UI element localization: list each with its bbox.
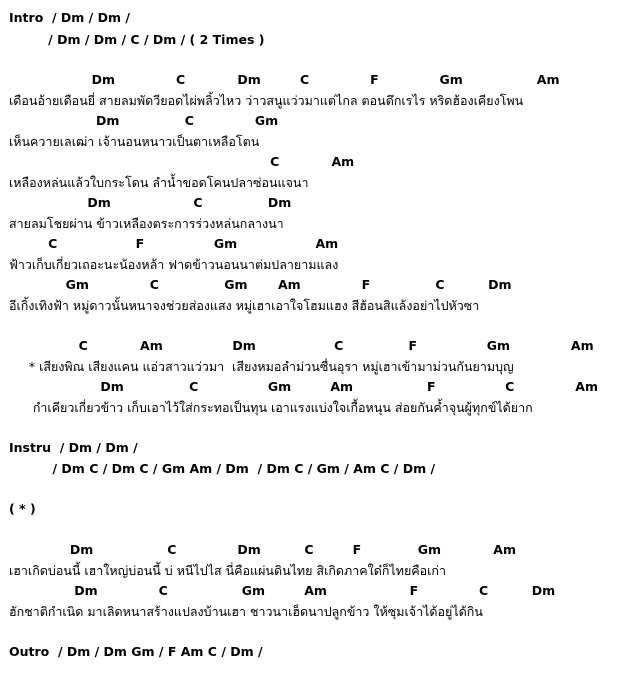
lyric-line: เฮาเกิดบ่อนนี้ เฮาใหญ่บ่อนนี้ บ่ หนีไปไส นี่คือแผ่นดินไทย สิเกิดภาคใด๋ก็ไทยคือเก่า bbox=[9, 563, 447, 578]
instru-line-2: / Dm C / Dm C / Gm Am / Dm / Dm C / Gm / Am C / Dm / bbox=[9, 461, 436, 476]
lyric-line: ฟ้าวเก็บเกี่ยวเถอะนะน้องหล้า ฟาดข้าวนอนนาต่มปลายามแลง bbox=[9, 257, 339, 272]
lyric-line: เหลืองหล่นแล้วใบกระโดน ลำน้ำขอดโคนปลาซ่อนแจนา bbox=[9, 175, 309, 190]
chord-line: C Am bbox=[9, 154, 355, 169]
chord-line: Dm C Dm bbox=[9, 195, 292, 210]
chorus-repeat-marker: ( * ) bbox=[9, 501, 36, 516]
chorus-chord-line: Dm C Gm Am F C Am bbox=[9, 379, 598, 394]
intro-line-1: Intro / Dm / Dm / bbox=[9, 10, 130, 25]
lyric-line: ฮักชาติกำเนิด มาเลิดหนาสร้างแปลงบ้านเฮา ชาวนาเฮ็ดนาปลูกข้าว ให้ซุมเจ้าได้อยู่ได้กิน bbox=[9, 604, 483, 619]
outro-line: Outro / Dm / Dm Gm / F Am C / Dm / bbox=[9, 644, 263, 659]
lyric-line: เดือนอ้ายเดือนยี่ สายลมพัดวียอดไผ่พลิ้วไหว ว่าวสนูแว่วมาแต่ไกล ตอนดึกเรไร หริดฮ้องเคียงโพน bbox=[9, 93, 524, 108]
lyric-line: อีเกิ้งเทิงฟ้า หมู่ดาวนั้นหนาจงช่วยส่องแสง หมู่เฮาเอาใจโฮมแฮง สีฮ้อนสิแล้งอย่าไปหัวซา bbox=[9, 298, 480, 313]
chord-line: Dm C Gm Am F C Dm bbox=[9, 583, 556, 598]
chord-line: Dm C Dm C F Gm Am bbox=[9, 72, 560, 87]
lyric-line: สายลมโชยผ่าน ข้าวเหลืองตระการร่วงหล่นกลางนา bbox=[9, 216, 284, 231]
chorus-lyric-line: กำเคียวเกี่ยวข้าว เก็บเอาไว้ใส่กระทอเป็นทุน เอาแรงแบ่งใจเกื้อหนุน ส่อยกันค้ำจุนผู้ทุกข์ได้ยาก bbox=[9, 400, 533, 415]
chorus-chord-line: C Am Dm C F Gm Am bbox=[9, 338, 594, 353]
intro-line-2: / Dm / Dm / C / Dm / ( 2 Times ) bbox=[9, 32, 265, 47]
chord-line: C F Gm Am bbox=[9, 236, 339, 251]
chord-line: Dm C Dm C F Gm Am bbox=[9, 542, 516, 557]
chord-line: Dm C Gm bbox=[9, 113, 279, 128]
chord-line: Gm C Gm Am F C Dm bbox=[9, 277, 512, 292]
chorus-lyric-line: * เสียงพิณ เสียงแคน แอ่วสาวแว่วมา เสียงหมอลำม่วนซื่นอุรา หมู่เฮาเข้ามาม่วนกันยามบุญ bbox=[9, 359, 514, 374]
lyric-line: เห็นควายเลเฒ่า เจ้านอนหนาวเป็นตาเหลือโตน bbox=[9, 134, 260, 149]
instru-line-1: Instru / Dm / Dm / bbox=[9, 440, 138, 455]
